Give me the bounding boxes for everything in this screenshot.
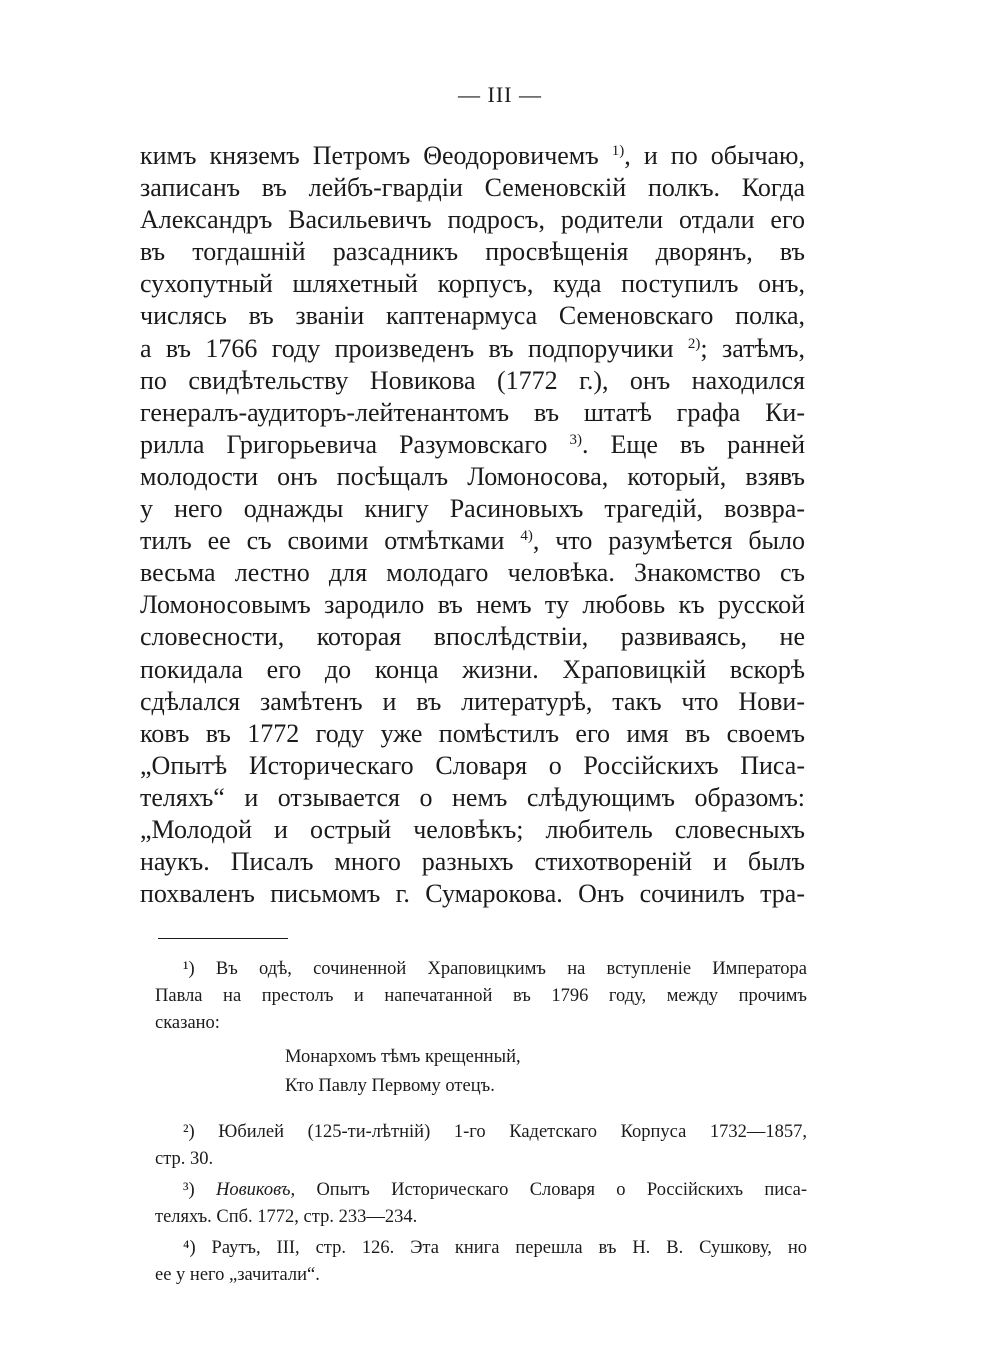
footnote-ref: 4) xyxy=(520,528,533,545)
text-line: покидала его до конца жизни. Храповицкій вскорѣ xyxy=(140,654,805,684)
text-line: словесности, которая впослѣдствіи, развиваясь, не xyxy=(140,622,805,652)
text-line: числясь въ званіи каптенармуса Семеновскаго полка, xyxy=(140,301,805,331)
text-line: кимъ княземъ Петромъ Θеодоровичемъ $^{1)}$, и по обычаю, xyxy=(140,141,805,170)
text-line: а въ 1766 году произведенъ въ подпоручики $^{2)}$; затѣмъ, xyxy=(140,333,805,363)
text-line: сухопутный шляхетный корпусъ, куда поступилъ онъ, xyxy=(140,269,805,299)
verse-line: Монархомъ тѣмъ крещенный, xyxy=(285,1047,521,1067)
footnote-line: теляхъ. Спб. 1772, стр. 233—234. xyxy=(155,1207,418,1227)
footnote-line: стр. 30. xyxy=(155,1149,214,1169)
footnote-1 xyxy=(155,956,807,1101)
text-line: молодости онъ посѣщалъ Ломоносова, который, взявъ xyxy=(140,461,805,491)
text-line: „Опытѣ Историческаго Словаря о Россійскихъ Писа- xyxy=(140,750,805,780)
text-line: ковъ въ 1772 году уже помѣстилъ его имя въ своемъ xyxy=(140,718,805,748)
text-line: въ тогдашній разсадникъ просвѣщенія дворянъ, въ xyxy=(140,237,805,267)
page-number: — III — xyxy=(458,82,542,107)
text-line: „Молодой и острый человѣкъ; любитель словесныхъ xyxy=(140,814,805,844)
text-line: у него однажды книгу Расиновыхъ трагедій, возвра- xyxy=(140,494,805,524)
footnote-3 xyxy=(155,1177,807,1231)
text-line: наукъ. Писалъ много разныхъ стихотвореній и былъ xyxy=(140,847,805,877)
footnote-2 xyxy=(155,1119,807,1173)
text-line: похваленъ письмомъ г. Сумарокова. Онъ сочинилъ тра- xyxy=(140,879,805,909)
main-text xyxy=(140,140,805,910)
author-name: Новиковъ, xyxy=(216,1180,296,1200)
verse-line: Кто Павлу Первому отецъ. xyxy=(285,1076,495,1096)
text-line: тилъ ее съ своими отмѣтками $^{4)}$, что разумѣется было xyxy=(140,526,806,556)
footnote-4 xyxy=(155,1235,807,1289)
footnote-ref: 3) xyxy=(569,431,582,448)
text-line: сдѣлался замѣтенъ и въ литературѣ, такъ что Нови- xyxy=(140,686,805,716)
text-line: весьма лестно для молодаго человѣка. Знакомство съ xyxy=(140,558,805,588)
footnote-line: ее у него „зачитали“. xyxy=(155,1265,320,1285)
text-line: Александръ Васильевичъ подросъ, родители отдали его xyxy=(140,205,805,235)
footnote-line: ¹) Въ одѣ, сочиненной Храповицкимъ на вступленіе Императора xyxy=(183,959,807,979)
footnote-ref: 2) xyxy=(687,335,701,352)
footnote-line: ³) Новиковъ, Опытъ Историческаго Словаря о Россійскихъ писа- xyxy=(183,1180,807,1200)
text-line: Ломоносовымъ зародило въ немъ ту любовь къ русской xyxy=(140,590,805,620)
text-line: генералъ-аудиторъ-лейтенантомъ въ штатѣ графа Ки- xyxy=(140,397,805,427)
footnote-line: ²) Юбилей (125-ти-лѣтній) 1-го Кадетскаго Корпуса 1732—1857, xyxy=(183,1122,807,1142)
text-line: по свидѣтельству Новикова (1772 г.), онъ находился xyxy=(140,365,805,395)
footnote-ref: 1) xyxy=(611,143,625,159)
footnotes xyxy=(155,956,807,1289)
text-line: записанъ въ лейбъ-гвардіи Семеновскій полкъ. Когда xyxy=(140,173,805,203)
footnote-line: сказано: xyxy=(155,1013,220,1033)
text-line: теляхъ“ и отзывается о немъ слѣдующимъ образомъ: xyxy=(140,782,805,812)
footnote-line: ⁴) Раутъ, III, стр. 126. Эта книга перешла въ Н. В. Сушкову, но xyxy=(183,1238,807,1258)
footnote-line: Павла на престолъ и напечатанной въ 1796 году, между прочимъ xyxy=(155,986,807,1006)
text-line: рилла Григорьевича Разумовскаго $^{3)}$. Еще въ ранней xyxy=(140,429,805,459)
footnote-divider xyxy=(158,938,288,939)
